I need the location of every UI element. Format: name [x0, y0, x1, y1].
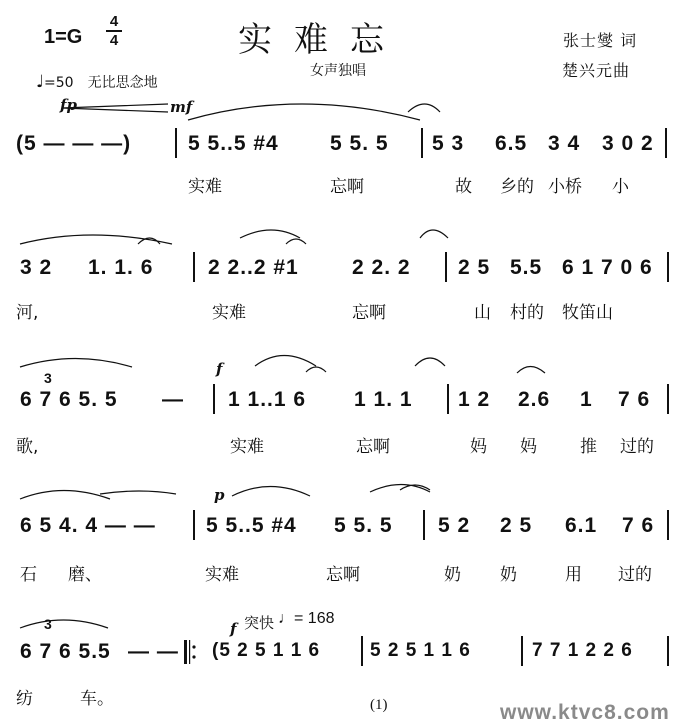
slur — [370, 485, 430, 493]
note-group: 6.5 — [495, 132, 528, 155]
barline — [521, 636, 523, 666]
barline — [361, 636, 363, 666]
lyric: 奶 — [444, 565, 461, 585]
note-group: 1 — [580, 388, 593, 411]
barline — [193, 510, 195, 540]
lyric: 忘啊 — [326, 565, 360, 585]
slur — [517, 367, 545, 374]
note-group: 5 5. 5 — [330, 132, 389, 155]
lyric: 实难 — [212, 303, 246, 323]
tempo-change-value: ♩= 168 — [278, 610, 335, 627]
lyric: 实难 — [188, 177, 222, 197]
slur — [408, 104, 440, 112]
barline — [665, 128, 667, 158]
song-title: 实难忘 — [238, 20, 406, 60]
slur — [20, 235, 172, 244]
lyric: 村的 — [510, 303, 544, 323]
note-group: (5 2 5 1 1 6 — [212, 640, 321, 661]
lyricist-credit: 张士燮 词 — [563, 31, 638, 50]
lyric: 乡的 — [500, 177, 534, 197]
lyric: 实难 — [205, 565, 239, 585]
barline — [447, 384, 449, 414]
note-group: 5 5. 5 — [334, 514, 393, 537]
slur — [420, 230, 448, 238]
rest-dash: — — [162, 388, 184, 411]
note-group: 3 0 2 — [602, 132, 654, 155]
lyric: 妈 — [470, 437, 487, 457]
meter-bottom: 4 — [109, 32, 119, 49]
dynamic-fp: fp — [60, 96, 77, 114]
lyric: 牧笛山 — [562, 303, 613, 323]
note-group: 2 2..2 #1 — [208, 256, 299, 279]
tempo-change-label: 突快 — [244, 614, 275, 632]
note-group: 6 5 4. 4 — — — [20, 514, 156, 537]
time-signature — [106, 14, 122, 48]
note-group: 5 2 5 1 1 6 — [370, 640, 471, 661]
note-group: 5 5..5 #4 — [206, 514, 297, 537]
page-number: (1) — [370, 697, 388, 713]
slur — [286, 239, 306, 244]
note-group: 5 5..5 #4 — [188, 132, 279, 155]
lyric: 石 — [20, 565, 37, 585]
watermark: www.ktvc8.com — [500, 701, 670, 724]
dynamic-p: p — [214, 486, 225, 504]
note-group: 7 7 1 2 2 6 — [532, 640, 633, 661]
meter-top: 4 — [109, 13, 119, 30]
tuplet-marker: 3 — [44, 616, 52, 632]
lyric: 车。 — [80, 689, 114, 709]
note-group: 5 3 — [432, 132, 465, 155]
barline — [667, 510, 669, 540]
barline — [667, 636, 669, 666]
lyric: 磨、 — [68, 565, 102, 585]
performance-note: 女声独唱 — [310, 63, 366, 79]
key-signature: 1=G — [44, 26, 83, 48]
lyric: 用 — [565, 565, 582, 585]
barline — [667, 384, 669, 414]
barline — [213, 384, 215, 414]
note-group: 2.6 — [518, 388, 551, 411]
slur — [240, 230, 300, 238]
barline — [667, 252, 669, 282]
tempo-marking — [36, 72, 158, 92]
lyric: 小 — [612, 177, 629, 197]
barline — [175, 128, 177, 158]
tuplet-marker: 3 — [44, 370, 52, 386]
crescendo-hairpin — [62, 104, 168, 112]
note-group: 6 7 6 5. 5 — [20, 388, 118, 411]
barline — [193, 252, 195, 282]
rest-dash: — — — [128, 640, 179, 663]
lyric: 河, — [16, 303, 39, 323]
lyric: 故 — [455, 177, 472, 197]
note-group: 1 1. 1 — [354, 388, 413, 411]
note-group: 6 7 6 5.5 — [20, 640, 111, 663]
barline — [423, 510, 425, 540]
note-group: 2 5 — [500, 514, 533, 537]
lyric: 忘啊 — [356, 437, 390, 457]
lyric: 小桥 — [548, 177, 582, 197]
note-group: 6.1 — [565, 514, 598, 537]
note-group: 3 4 — [548, 132, 581, 155]
note-group: 7 6 — [622, 514, 655, 537]
dynamic-f: f — [230, 620, 237, 638]
lyric: 纺 — [16, 689, 33, 709]
lyric: 过的 — [620, 437, 654, 457]
slur — [415, 358, 445, 366]
slur — [188, 104, 420, 120]
lyric: 过的 — [618, 565, 652, 585]
note-group: 1 1..1 6 — [228, 388, 307, 411]
slur — [255, 356, 316, 367]
composer-credit: 楚兴元曲 — [562, 61, 631, 80]
lyric: 歌, — [16, 437, 39, 457]
note-group: 5.5 — [510, 256, 543, 279]
slur — [138, 238, 160, 244]
lyric: 忘啊 — [352, 303, 386, 323]
barline — [421, 128, 423, 158]
dynamic-mf: mf — [170, 98, 193, 116]
quarter-note-icon: ♩ — [36, 72, 45, 92]
slur — [20, 491, 110, 500]
note-group: 5 2 — [438, 514, 471, 537]
note-group: 2 5 — [458, 256, 491, 279]
tempo-text: =50 无比思念地 — [44, 75, 158, 91]
slur — [306, 367, 326, 372]
intro-notes: (5 — — —) — [16, 132, 132, 155]
slur — [100, 491, 176, 494]
note-group: 1. 1. 6 — [88, 256, 154, 279]
note-group: 7 6 — [618, 388, 651, 411]
slur — [232, 487, 310, 497]
slur — [400, 485, 430, 490]
dynamic-f: f — [216, 360, 223, 378]
lyric: 忘啊 — [330, 177, 364, 197]
note-group: 2 2. 2 — [352, 256, 411, 279]
lyric: 推 — [580, 437, 597, 457]
barline — [445, 252, 447, 282]
lyric: 奶 — [500, 565, 517, 585]
slur — [20, 620, 108, 628]
note-group: 3 2 — [20, 256, 53, 279]
note-group: 6 1 7 0 6 — [562, 256, 653, 279]
lyric: 妈 — [520, 437, 537, 457]
slur — [20, 359, 132, 368]
note-group: 1 2 — [458, 388, 491, 411]
lyric: 实难 — [230, 437, 264, 457]
lyric: 山 — [474, 303, 491, 323]
